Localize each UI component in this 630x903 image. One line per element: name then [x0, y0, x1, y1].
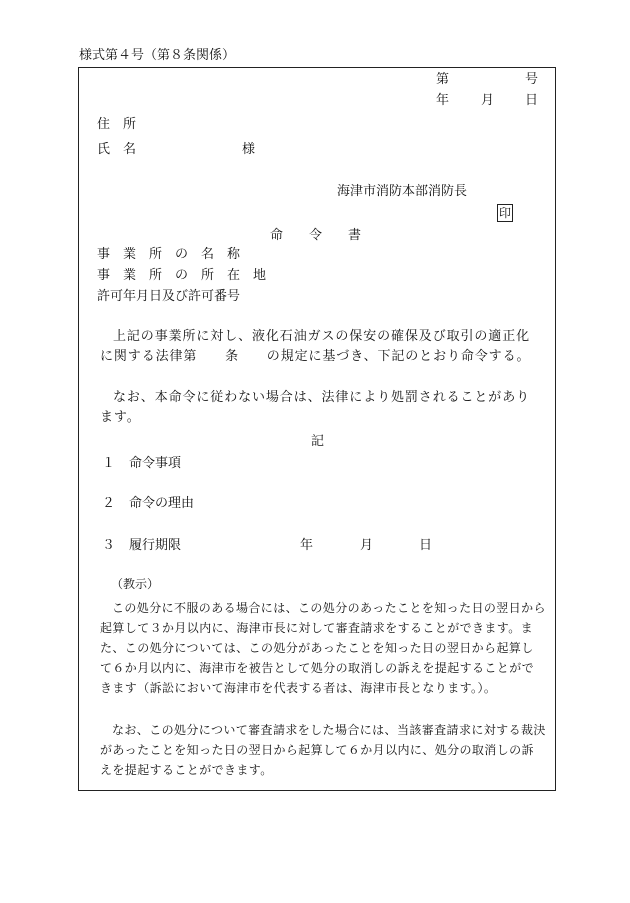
address-label: 住 所 [97, 117, 137, 132]
deadline-day: 日 [419, 538, 433, 553]
item-2-label: 命令の理由 [129, 496, 195, 511]
date-year: 年 [436, 93, 450, 108]
number-prefix: 第 [436, 72, 450, 87]
facility-location-label: 事 業 所 の 所 在 地 [97, 268, 267, 283]
instruction-paragraph-1: この処分に不服のある場合には、この処分のあったことを知った日の翌日から起算して３か月以内に、海津市長に対して審査請求をすることができます。また、この処分については、この処分があったことを知った日の翌日から起算して６か月以内に、海津市を被告として処分の取消しの訴えを提起することができます（訴訟において海津市を代表する者は、海津市長となります。）。 [100, 601, 546, 695]
instruction-paragraph-2: なお、この処分について審査請求をした場合には、当該審査請求に対する裁決があったことを知った日の翌日から起算して６か月以内に、処分の取消しの訴えを提起することができます。 [100, 723, 546, 777]
item-1-label: 命令事項 [129, 456, 182, 471]
ki-heading: 記 [311, 434, 325, 449]
name-label: 氏 名 [97, 142, 137, 157]
instruction-heading: （教示） [111, 577, 160, 591]
item-1-number: １ [102, 456, 116, 471]
number-suffix: 号 [525, 72, 539, 87]
item-3-label: 履行期限 [129, 538, 182, 553]
document-title: 命 令 書 [270, 228, 362, 243]
item-3-number: ３ [102, 538, 116, 553]
body-paragraph-1: 上記の事業所に対し、液化石油ガスの保安の確保及び取引の適正化に関する法律第 条 の規定に基づき、下記のとおり命令する。 [100, 329, 531, 364]
issuer-name: 海津市消防本部消防長 [337, 184, 468, 199]
honorific: 様 [242, 142, 256, 157]
body-paragraph-2: なお、本命令に従わない場合は、法律により処罰されることがあります。 [100, 390, 531, 425]
date-month: 月 [481, 93, 495, 108]
deadline-year: 年 [300, 538, 314, 553]
date-day: 日 [525, 93, 539, 108]
form-label: 様式第４号（第８条関係） [79, 48, 236, 63]
item-2-number: ２ [102, 496, 116, 511]
seal-mark: 印 [498, 206, 511, 220]
permit-info-label: 許可年月日及び許可番号 [97, 289, 241, 304]
deadline-month: 月 [360, 538, 374, 553]
facility-name-label: 事 業 所 の 名 称 [97, 247, 241, 262]
